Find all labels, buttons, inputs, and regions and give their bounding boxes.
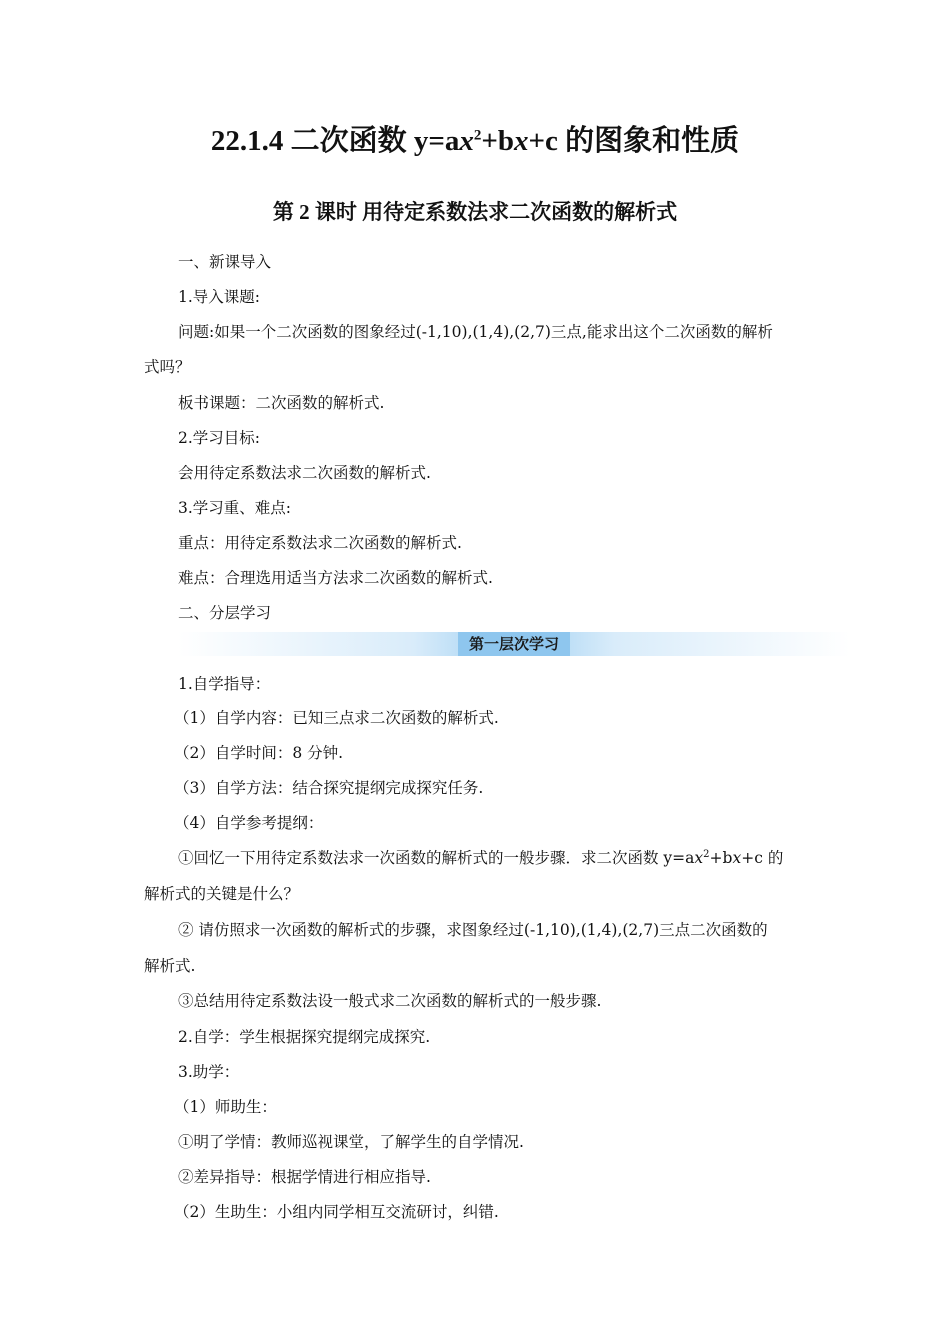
text-line: 重点：用待定系数法求二次函数的解析式. (178, 534, 462, 552)
math-exponent: 2 (703, 848, 710, 860)
text-line: 2.学习目标: (178, 429, 261, 447)
text-line: ②差异指导：根据学情进行相应指导. (178, 1168, 431, 1186)
text-line: （1）自学内容：已知三点求二次函数的解析式. (174, 709, 499, 727)
text-span: +b (709, 849, 733, 867)
text-line: 问题:如果一个二次函数的图象经过(-1,10),(1,4),(2,7)三点,能求出这个二次函数的解析 (178, 323, 773, 341)
text-line: 3.助学： (178, 1063, 240, 1081)
text-span: ①回忆一下用待定系数法求一次函数的解析式的一般步骤．求二次函数 y=a (178, 849, 695, 867)
level-banner (178, 632, 850, 656)
title-exponent: 2 (473, 127, 482, 144)
section-heading-intro: 一、新课导入 (178, 253, 272, 271)
text-line: 2.自学：学生根据探究提纲完成探究. (178, 1028, 431, 1046)
text-line: （1）师助生： (174, 1098, 277, 1116)
page-subtitle: 第 2 课时 用待定系数法求二次函数的解析式 (272, 200, 678, 224)
text-line: （2）生助生：小组内同学相互交流研讨，纠错. (174, 1203, 499, 1221)
text-line: 解析式的关键是什么？ (144, 885, 300, 903)
text-line: 会用待定系数法求二次函数的解析式. (178, 464, 431, 482)
text-line: ② 请仿照求一次函数的解析式的步骤，求图象经过(-1,10),(1,4),(2,7)三点二次函数的 (178, 921, 768, 939)
text-span: +c 的 (741, 849, 784, 867)
text-line: 1.自学指导： (178, 675, 271, 693)
text-line: 1.导入课题: (178, 288, 261, 306)
level-banner-label: 第一层次学习 (458, 632, 570, 656)
text-line: （2）自学时间：8 分钟. (174, 744, 344, 762)
text-line: 板书课题：二次函数的解析式. (178, 394, 385, 412)
title-text-b: +b (481, 125, 515, 157)
title-text-c: +c 的图象和性质 (528, 125, 740, 157)
text-line: ③总结用待定系数法设一般式求二次函数的解析式的一般步骤. (178, 992, 602, 1010)
text-line: 式吗？ (144, 358, 191, 376)
text-line: 3.学习重、难点: (178, 499, 292, 517)
math-var-x: x (694, 849, 704, 867)
text-line: 解析式. (144, 957, 196, 975)
text-line: ①明了学情：教师巡视课堂，了解学生的自学情况. (178, 1133, 524, 1151)
math-var-x: x (732, 849, 742, 867)
text-line: （4）自学参考提纲： (174, 814, 324, 832)
title-text-a: 22.1.4 二次函数 y=a (210, 125, 460, 157)
text-line (178, 846, 783, 868)
text-line: （3）自学方法：结合探究提纲完成探究任务. (174, 779, 484, 797)
page-title (0, 118, 950, 159)
text-line: 难点：合理选用适当方法求二次函数的解析式. (178, 569, 493, 587)
section-heading-layered: 二、分层学习 (178, 604, 272, 622)
title-var-x2: x (514, 125, 529, 157)
title-var-x: x (459, 125, 474, 157)
